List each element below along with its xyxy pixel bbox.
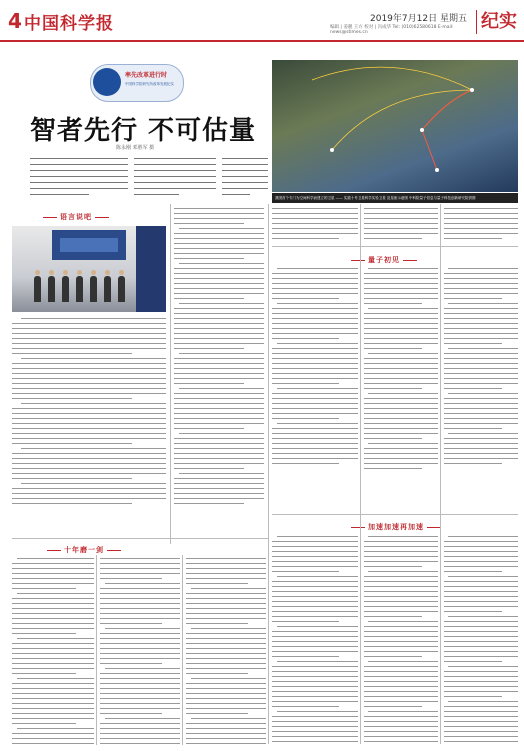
section-label: 纪实 — [476, 10, 521, 34]
map-caption: 我国首个专门为空间科学而建立的卫星 —— 实践十号卫星科学实验卫星 及星座示意图 中科院量子信息与量子科技创新研究院供图 — [272, 193, 518, 203]
text-column — [444, 536, 518, 744]
logo-subtitle: 中国科学院研究所改革发展纪实 — [125, 82, 174, 86]
text-column — [174, 208, 264, 534]
text-column — [100, 558, 180, 744]
text-column — [444, 208, 518, 244]
map-links-graphic — [272, 60, 518, 192]
page-number: 4 — [8, 9, 22, 33]
logo-emblem-icon — [93, 68, 121, 96]
lead-col-1 — [30, 158, 128, 198]
text-column — [186, 558, 266, 744]
text-column — [364, 536, 438, 744]
subhead-a: 语言说吧 — [40, 212, 112, 222]
article-byline: 陈永刚 邓胜军 摄 — [116, 145, 155, 151]
issue-date: 2019年7月12日 星期五 — [370, 14, 467, 24]
text-column — [12, 558, 94, 744]
text-column — [364, 268, 438, 510]
text-column — [272, 536, 358, 744]
subhead-d: 加速加速再加速 — [348, 522, 444, 532]
page-header — [0, 0, 524, 42]
subhead-b: 量子初见 — [348, 255, 420, 265]
text-column — [272, 208, 358, 244]
text-column — [364, 208, 438, 244]
masthead: 中国科学报 — [24, 14, 114, 34]
satellite-map-image — [272, 60, 518, 192]
text-column — [272, 268, 358, 510]
lead-col-2 — [134, 158, 216, 198]
text-column — [444, 268, 518, 510]
editor-info: 编辑 | 姜靓 王方 校对 | 冯成华 Tel: (010)62580618 E-mail: news@stimes.cn — [330, 25, 454, 35]
subhead-c: 十年磨一剑 — [44, 545, 124, 555]
lead-col-3 — [222, 158, 268, 198]
article-title: 智者先行 不可估量 — [30, 116, 257, 146]
ceremony-photo — [12, 226, 166, 312]
logo-title: 率先改革进行时 — [125, 72, 168, 79]
series-logo — [90, 64, 184, 102]
text-column — [12, 318, 166, 533]
